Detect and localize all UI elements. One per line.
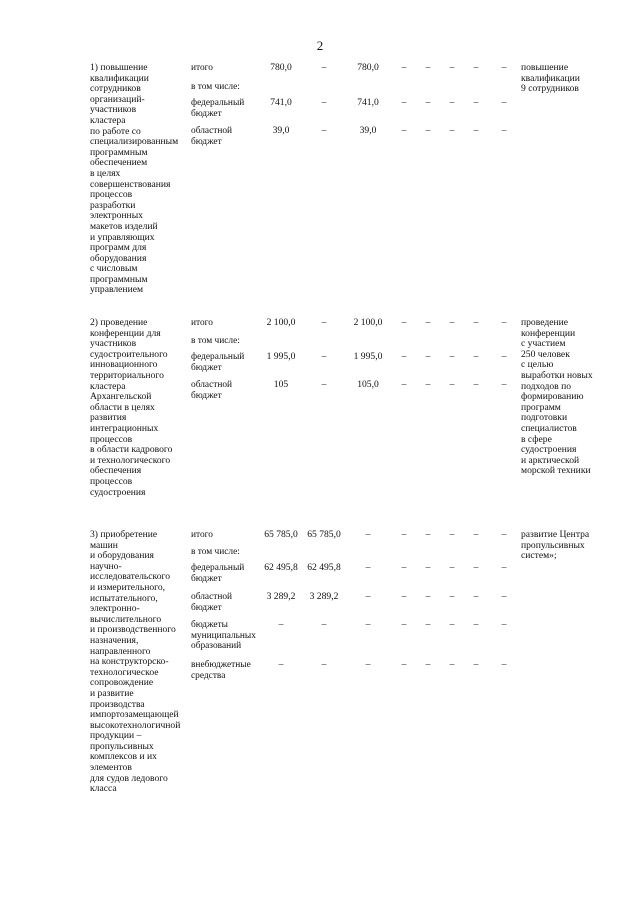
value-cell: – <box>449 562 455 573</box>
value-cell: – <box>473 125 479 136</box>
value-cell: 105 <box>273 379 289 390</box>
value-cell: – <box>365 562 371 573</box>
value-cell: – <box>501 317 507 328</box>
value-cell: – <box>278 619 284 630</box>
funding-label: в том числе: <box>191 336 240 346</box>
value-cell: – <box>449 97 455 108</box>
value-cell: – <box>473 97 479 108</box>
value-cell: – <box>401 591 407 602</box>
value-cell: – <box>425 62 431 73</box>
value-cell: – <box>449 125 455 136</box>
value-cell: – <box>321 62 327 73</box>
funding-row-regional <box>0 380 640 400</box>
funding-label: бюджеты муниципальных образований <box>191 620 256 652</box>
value-cell: – <box>449 619 455 630</box>
value-cell: – <box>449 591 455 602</box>
value-cell: – <box>449 62 455 73</box>
value-cell: – <box>449 351 455 362</box>
value-cell: 105,0 <box>357 379 379 390</box>
value-cell: – <box>401 619 407 630</box>
value-cell: – <box>501 529 507 540</box>
funding-label: итого <box>191 530 213 540</box>
funding-row-regional <box>0 592 640 612</box>
funding-row-total <box>0 318 640 338</box>
value-cell: 65 785,0 <box>307 529 341 540</box>
value-cell: 1 995,0 <box>266 351 296 362</box>
value-cell: – <box>473 317 479 328</box>
value-cell: – <box>321 125 327 136</box>
page-number: 2 <box>316 38 324 53</box>
value-cell: 741,0 <box>270 97 292 108</box>
value-cell: 3 289,2 <box>266 591 296 602</box>
value-cell: – <box>501 351 507 362</box>
funding-row-municipal <box>0 619 640 652</box>
value-cell: 39,0 <box>359 125 377 136</box>
value-cell: – <box>449 659 455 670</box>
value-cell: – <box>401 317 407 328</box>
value-cell: 62 495,8 <box>307 562 341 573</box>
funding-label: в том числе: <box>191 547 240 557</box>
value-cell: – <box>449 379 455 390</box>
value-cell: 780,0 <box>270 62 292 73</box>
funding-row-total <box>0 63 640 83</box>
value-cell: 2 100,0 <box>266 317 296 328</box>
value-cell: – <box>501 619 507 630</box>
measure-result: повышение квалификации 9 сотрудников <box>521 62 580 95</box>
value-cell: – <box>425 97 431 108</box>
value-cell: – <box>401 562 407 573</box>
value-cell: 780,0 <box>357 62 379 73</box>
measure-name: 3) приобретение машин и оборудования научно- исследовательского и измерительного, испытательного, электронно- вычислительного и производственного назначения, направленного на конструкторско- технологическое сопровождение и развитие производства импортозамещающей высокотехнологичной продукции – пропульсивных комплексов и их элементов для судов ледового класса <box>90 529 181 795</box>
value-cell: – <box>425 317 431 328</box>
value-cell: – <box>321 659 327 670</box>
measure-name: 1) повышение квалификации сотрудников организаций- участников кластера по работе со специализированным программным обеспечением в целях совершенствования процессов разработки электронных макетов изделий и управляющих программ для оборудования с числовым программным управлением <box>90 62 179 296</box>
funding-label: федеральный бюджет <box>191 563 245 584</box>
funding-label: федеральный бюджет <box>191 98 245 119</box>
value-cell: – <box>425 591 431 602</box>
funding-row-federal <box>0 98 640 118</box>
value-cell: – <box>473 591 479 602</box>
value-cell: – <box>278 659 284 670</box>
value-cell: – <box>473 62 479 73</box>
value-cell: – <box>473 351 479 362</box>
value-cell: – <box>473 562 479 573</box>
value-cell: 2 100,0 <box>353 317 383 328</box>
funding-label: областной бюджет <box>191 592 233 613</box>
value-cell: – <box>365 659 371 670</box>
value-cell: – <box>401 351 407 362</box>
funding-label: федеральный бюджет <box>191 352 245 373</box>
value-cell: – <box>501 379 507 390</box>
value-cell: – <box>425 379 431 390</box>
funding-row-federal <box>0 563 640 583</box>
value-cell: – <box>425 125 431 136</box>
measure-name: 2) проведение конференции для участников судостроительного инновационного территориального кластера Архангельской области в целях развития интеграционных процессов в области кадрового и технологического обеспечения процессов судостроения <box>90 317 173 498</box>
value-cell: – <box>501 125 507 136</box>
value-cell: – <box>473 619 479 630</box>
value-cell: – <box>401 125 407 136</box>
funding-label: областной бюджет <box>191 126 233 147</box>
value-cell: 39,0 <box>272 125 290 136</box>
value-cell: 741,0 <box>357 97 379 108</box>
value-cell: 65 785,0 <box>264 529 298 540</box>
funding-label: в том числе: <box>191 82 240 92</box>
value-cell: – <box>401 379 407 390</box>
value-cell: – <box>401 62 407 73</box>
value-cell: – <box>401 529 407 540</box>
funding-label: внебюджетные средства <box>191 660 251 681</box>
value-cell: – <box>449 529 455 540</box>
funding-row-regional <box>0 126 640 146</box>
value-cell: – <box>425 529 431 540</box>
value-cell: – <box>365 619 371 630</box>
value-cell: – <box>401 97 407 108</box>
value-cell: – <box>449 317 455 328</box>
value-cell: – <box>501 591 507 602</box>
value-cell: – <box>501 62 507 73</box>
funding-label: итого <box>191 318 213 328</box>
value-cell: 3 289,2 <box>309 591 339 602</box>
value-cell: – <box>425 351 431 362</box>
funding-row-extrabudgetary <box>0 660 640 680</box>
value-cell: – <box>473 379 479 390</box>
value-cell: – <box>473 659 479 670</box>
funding-label: областной бюджет <box>191 380 233 401</box>
funding-row-federal <box>0 352 640 372</box>
value-cell: – <box>321 619 327 630</box>
value-cell: – <box>321 379 327 390</box>
value-cell: – <box>473 529 479 540</box>
value-cell: – <box>501 97 507 108</box>
value-cell: 62 495,8 <box>264 562 298 573</box>
value-cell: 1 995,0 <box>353 351 383 362</box>
value-cell: – <box>425 562 431 573</box>
value-cell: – <box>321 351 327 362</box>
measure-result: развитие Центра пропульсивных систем»; <box>521 529 590 562</box>
value-cell: – <box>501 659 507 670</box>
measure-result: проведение конференции с участием 250 человек с целью выработки новых подходов по формированию программ подготовки специалистов в сфере судостроения и арктической морской техники <box>521 317 593 477</box>
funding-label: итого <box>191 63 213 73</box>
value-cell: – <box>321 317 327 328</box>
value-cell: – <box>425 619 431 630</box>
value-cell: – <box>321 97 327 108</box>
value-cell: – <box>365 591 371 602</box>
value-cell: – <box>365 529 371 540</box>
value-cell: – <box>501 562 507 573</box>
value-cell: – <box>401 659 407 670</box>
value-cell: – <box>425 659 431 670</box>
